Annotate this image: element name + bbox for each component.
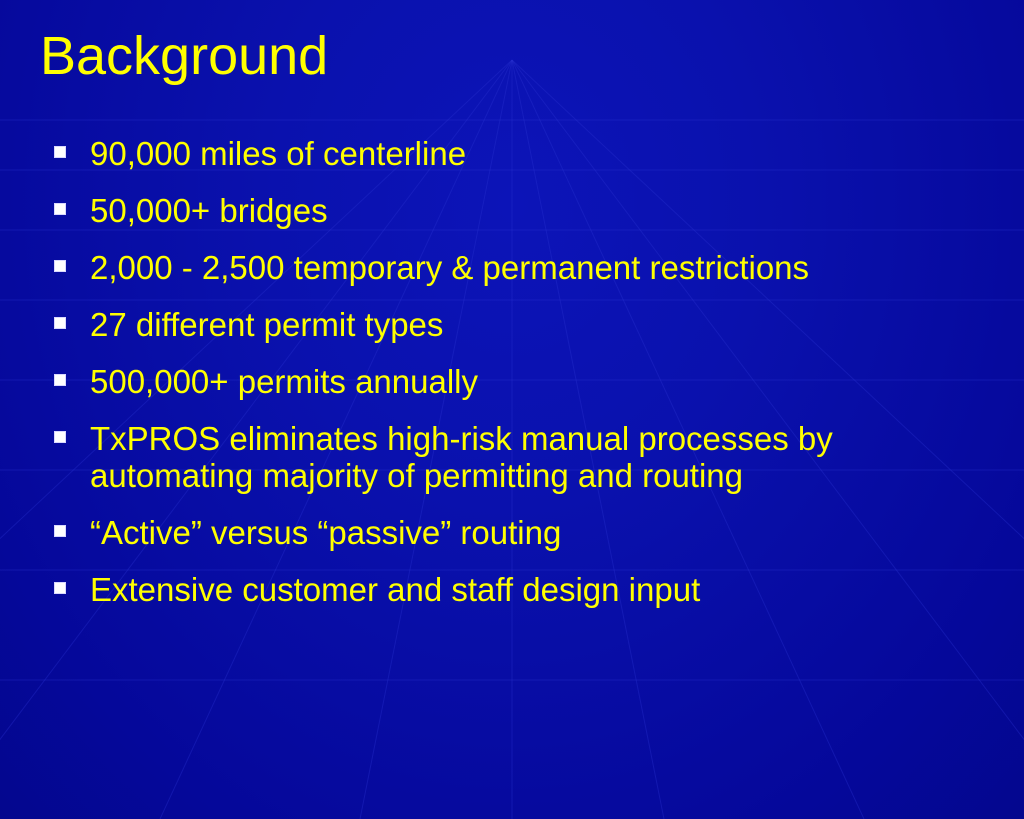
slide-title: Background bbox=[40, 26, 329, 86]
bullet-text: 50,000+ bridges bbox=[90, 192, 328, 229]
square-bullet-icon bbox=[54, 374, 66, 386]
bullet-text: Extensive customer and staff design input bbox=[90, 571, 701, 608]
square-bullet-icon bbox=[54, 582, 66, 594]
square-bullet-icon bbox=[54, 260, 66, 272]
bullet-item-centerline-miles bbox=[54, 135, 984, 172]
bullet-list bbox=[54, 135, 984, 628]
square-bullet-icon bbox=[54, 431, 66, 443]
bullet-item-active-passive-routing bbox=[54, 514, 984, 551]
bullet-item-design-input bbox=[54, 571, 984, 608]
square-bullet-icon bbox=[54, 317, 66, 329]
bullet-text: “Active” versus “passive” routing bbox=[90, 514, 562, 551]
bullet-item-restrictions bbox=[54, 249, 984, 286]
bullet-text: 90,000 miles of centerline bbox=[90, 135, 467, 172]
square-bullet-icon bbox=[54, 146, 66, 158]
bullet-item-permit-types bbox=[54, 306, 984, 343]
square-bullet-icon bbox=[54, 525, 66, 537]
bullet-text: TxPROS eliminates high-risk manual processes by automating majority of permitting and routing bbox=[90, 420, 833, 494]
square-bullet-icon bbox=[54, 203, 66, 215]
bullet-item-permits-annually bbox=[54, 363, 984, 400]
bullet-item-txpros bbox=[54, 420, 984, 494]
bullet-text: 500,000+ permits annually bbox=[90, 363, 479, 400]
bullet-text: 2,000 - 2,500 temporary & permanent restrictions bbox=[90, 249, 810, 286]
bullet-item-bridges bbox=[54, 192, 984, 229]
bullet-text: 27 different permit types bbox=[90, 306, 444, 343]
